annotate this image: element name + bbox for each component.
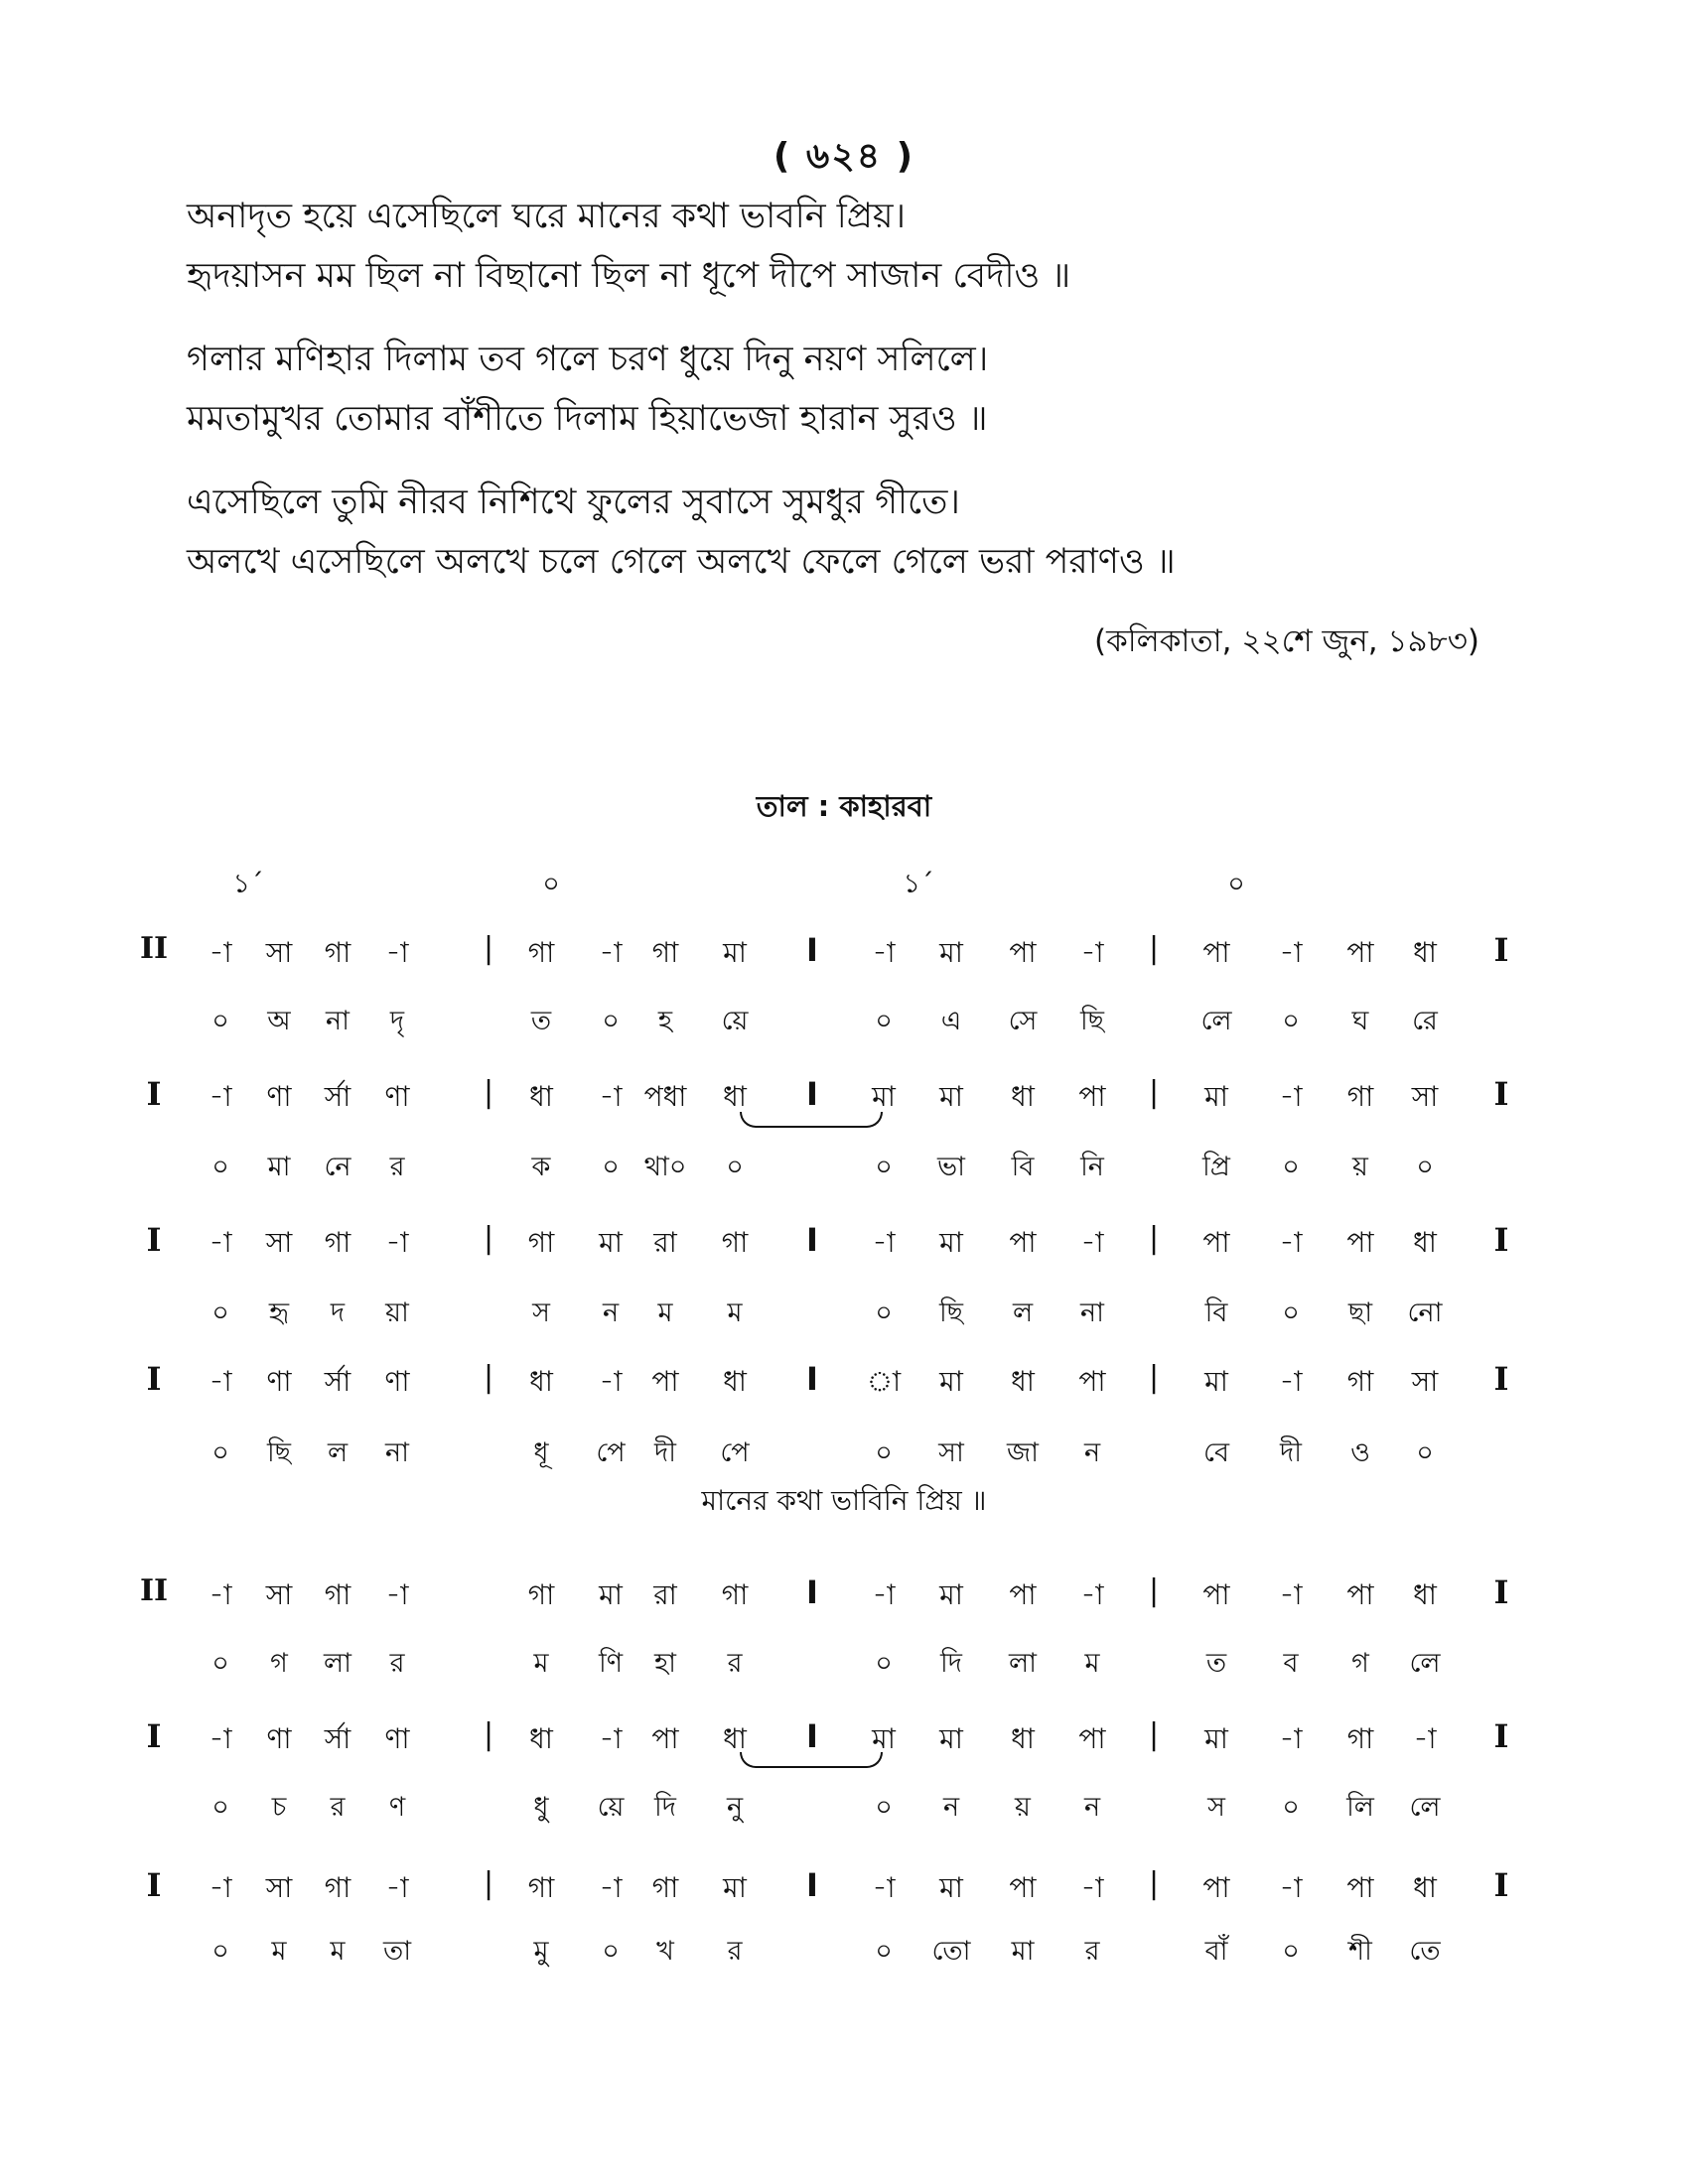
system-end-mark: I — [1493, 931, 1509, 969]
swara-note: মা — [872, 1080, 896, 1113]
swara-note: পা — [1202, 936, 1230, 969]
lyric-syllable: খ — [656, 1936, 674, 1967]
swara-note: -া — [209, 936, 232, 969]
system-start-mark: I — [146, 1360, 162, 1398]
lyric-syllable: ০ — [1282, 1152, 1300, 1182]
slur-mark — [740, 1112, 883, 1128]
swara-note: মা — [599, 1578, 623, 1611]
lyric-syllable: চ — [271, 1792, 287, 1823]
swara-note: সা — [265, 936, 293, 969]
lyric-syllable: ভা — [937, 1152, 965, 1182]
lyric-syllable: মা — [267, 1152, 291, 1182]
system-start-mark: I — [146, 1221, 162, 1259]
lyric-syllable: য়া — [385, 1297, 409, 1328]
bar-line: | — [1148, 1717, 1160, 1752]
swara-note: সা — [265, 1226, 293, 1259]
swara-note: মা — [939, 1722, 963, 1755]
lyric-syllable: পে — [720, 1437, 750, 1468]
swara-note: গা — [651, 1871, 679, 1904]
swara-note: -া — [209, 1578, 232, 1611]
lyric-syllable: য়ে — [721, 1006, 749, 1036]
swara-note: পা — [1078, 1080, 1106, 1113]
bar-line: | — [1148, 1221, 1160, 1256]
swara-note: ণা — [266, 1722, 292, 1755]
swara-note: ণা — [384, 1722, 410, 1755]
lyric-syllable: ০ — [1416, 1152, 1434, 1182]
lyric-syllable: ত — [530, 1006, 552, 1036]
song-number: ( ৬২৪ ) — [773, 136, 915, 177]
swara-note: রা — [653, 1578, 677, 1611]
system-end-mark: I — [1493, 1221, 1509, 1259]
swara-note: মা — [939, 1871, 963, 1904]
bar-line: I — [806, 931, 818, 969]
lyric-syllable: বি — [1011, 1152, 1035, 1182]
lyric-syllable: র — [727, 1648, 743, 1679]
swara-note: ধা — [1413, 1226, 1437, 1259]
lyric-syllable: সে — [1008, 1006, 1038, 1036]
swara-note: পা — [1346, 936, 1374, 969]
lyric-syllable: নো — [1407, 1297, 1443, 1328]
lyric-syllable: নি — [1080, 1152, 1104, 1182]
swara-note: গা — [324, 1871, 352, 1904]
lyric-syllable: লা — [1009, 1648, 1037, 1679]
lyric-syllable: ০ — [1282, 1006, 1300, 1036]
swara-note: গা — [527, 1226, 555, 1259]
system-start-mark: I — [146, 1717, 162, 1755]
swara-note: -া — [872, 1871, 896, 1904]
lyric-syllable: ম — [657, 1297, 673, 1328]
bar-line: | — [483, 1221, 494, 1256]
swara-note: সা — [265, 1871, 293, 1904]
swara-note: -া — [1279, 1365, 1303, 1398]
swara-note: মা — [939, 936, 963, 969]
tal-label: তাল : কাহারবা — [756, 789, 932, 823]
bar-line: I — [806, 1360, 818, 1398]
lyric-syllable: ০ — [875, 1936, 893, 1967]
beat-marker: ০ — [542, 869, 560, 899]
swara-note: মা — [723, 1871, 747, 1904]
swara-note: পা — [651, 1365, 679, 1398]
swara-note: ধা — [1413, 1578, 1437, 1611]
swara-note: গা — [1346, 1722, 1374, 1755]
swara-note: ধা — [723, 1080, 747, 1113]
swara-note: -া — [1279, 1871, 1303, 1904]
swara-note: র্সা — [324, 1722, 352, 1755]
swara-note: -া — [599, 1722, 623, 1755]
swara-note: -া — [872, 1578, 896, 1611]
swara-note: গা — [324, 936, 352, 969]
lyric-syllable: ম — [1084, 1648, 1100, 1679]
system-end-mark: I — [1493, 1360, 1509, 1398]
lyric-syllable: র — [389, 1648, 405, 1679]
bar-line: | — [1148, 1075, 1160, 1110]
swara-note: -া — [209, 1365, 232, 1398]
lyric-syllable: লে — [1409, 1792, 1441, 1823]
lyric-syllable: ম — [271, 1936, 287, 1967]
lyric-syllable: দী — [1280, 1437, 1302, 1468]
swara-note: -া — [599, 936, 623, 969]
swara-note: -া — [385, 1871, 409, 1904]
swara-note: -া — [385, 1578, 409, 1611]
swara-note: -া — [1080, 936, 1104, 969]
bar-line: I — [806, 1221, 818, 1259]
swara-note: মা — [1204, 1365, 1228, 1398]
swara-note: ণা — [384, 1365, 410, 1398]
lyric-syllable: দি — [940, 1648, 962, 1679]
bar-line: | — [483, 1360, 494, 1395]
lyric-syllable: ০ — [1282, 1297, 1300, 1328]
lyric-syllable: স — [532, 1297, 550, 1328]
swara-note: -া — [599, 1871, 623, 1904]
swara-note: গা — [1346, 1080, 1374, 1113]
swara-note: -া — [1080, 1871, 1104, 1904]
bar-line: | — [483, 931, 494, 966]
lyric-line: অলখে এসেছিলে অলখে চলে গেলে অলখে ফেলে গেলে ভরা পরাণও ॥ — [187, 542, 1176, 582]
swara-note: -া — [209, 1080, 232, 1113]
lyric-syllable: ০ — [726, 1152, 744, 1182]
lyric-syllable: হৃ — [268, 1297, 290, 1328]
lyric-syllable: ন — [1083, 1792, 1101, 1823]
lyric-syllable: লা — [324, 1648, 352, 1679]
swara-note: -া — [1279, 1722, 1303, 1755]
place-date-signature: (কলিকাতা, ২২শে জুন, ১৯৮৩) — [1093, 623, 1479, 659]
swara-note: গা — [324, 1578, 352, 1611]
swara-note: -া — [1080, 1578, 1104, 1611]
swara-note: পা — [1078, 1722, 1106, 1755]
lyric-syllable: অ — [267, 1006, 291, 1036]
lyric-syllable: ০ — [875, 1437, 893, 1468]
swara-note: ধা — [529, 1722, 553, 1755]
lyric-syllable: র — [330, 1792, 346, 1823]
swara-note: মা — [1204, 1722, 1228, 1755]
lyric-line: গলার মণিহার দিলাম তব গলে চরণ ধুয়ে দিনু নয়ণ সলিলে। — [187, 340, 989, 379]
swara-note: পা — [1202, 1871, 1230, 1904]
lyric-syllable: ০ — [1416, 1437, 1434, 1468]
swara-note: পা — [1009, 1578, 1037, 1611]
system-end-mark: I — [1493, 1866, 1509, 1904]
swara-note: সা — [265, 1578, 293, 1611]
lyric-syllable: ০ — [875, 1648, 893, 1679]
swara-note: মা — [599, 1226, 623, 1259]
swara-note: পা — [1009, 936, 1037, 969]
lyric-syllable: ০ — [875, 1297, 893, 1328]
swara-note: গা — [527, 1871, 555, 1904]
lyric-syllable: প্রি — [1202, 1152, 1230, 1182]
bar-line: | — [1148, 1360, 1160, 1395]
lyric-syllable: ত — [1205, 1648, 1227, 1679]
lyric-syllable: জা — [1007, 1437, 1039, 1468]
swara-note: পা — [1078, 1365, 1106, 1398]
swara-note: পা — [1346, 1871, 1374, 1904]
lyric-syllable: থা০ — [643, 1152, 687, 1182]
lyric-syllable: হ — [657, 1006, 673, 1036]
lyric-syllable: রে — [1412, 1006, 1438, 1036]
bar-line: | — [1148, 1866, 1160, 1901]
lyric-line: অনাদৃত হয়ে এসেছিলে ঘরে মানের কথা ভাবনি প্রিয়। — [187, 197, 907, 236]
system-start-mark: II — [139, 1573, 169, 1608]
lyric-syllable: স — [1207, 1792, 1225, 1823]
beat-marker: ১´ — [903, 869, 934, 899]
lyric-syllable: ন — [942, 1792, 960, 1823]
swara-note: -া — [1279, 1578, 1303, 1611]
swara-note: ধা — [1413, 936, 1437, 969]
lyric-syllable: হা — [653, 1648, 676, 1679]
lyric-syllable: না — [385, 1437, 409, 1468]
lyric-syllable: ০ — [211, 1006, 229, 1036]
swara-note: ধা — [1413, 1871, 1437, 1904]
lyric-syllable: ল — [1012, 1297, 1034, 1328]
lyric-syllable: ধু — [533, 1792, 549, 1823]
lyric-syllable: লি — [1346, 1792, 1374, 1823]
lyric-syllable: ছি — [938, 1297, 964, 1328]
bar-line: | — [1148, 931, 1160, 966]
lyric-syllable: র — [1084, 1936, 1100, 1967]
swara-note: -া — [599, 1365, 623, 1398]
lyric-syllable: ম — [533, 1648, 549, 1679]
system-end-mark: I — [1493, 1717, 1509, 1755]
swara-note: ধা — [1011, 1080, 1035, 1113]
lyric-syllable: গ — [1351, 1648, 1369, 1679]
beat-marker: ১´ — [232, 869, 264, 899]
lyric-syllable: নু — [726, 1792, 744, 1823]
lyric-syllable: দী — [654, 1437, 676, 1468]
lyric-syllable: য়ে — [597, 1792, 625, 1823]
lyric-syllable: পে — [596, 1437, 626, 1468]
lyric-syllable: ০ — [211, 1297, 229, 1328]
lyric-syllable: সা — [938, 1437, 964, 1468]
swara-note: গা — [527, 1578, 555, 1611]
lyric-syllable: র — [727, 1936, 743, 1967]
lyric-syllable: ক — [531, 1152, 551, 1182]
swara-note: সা — [1411, 1365, 1439, 1398]
swara-note: ধা — [529, 1080, 553, 1113]
swara-note: পা — [1346, 1578, 1374, 1611]
lyric-syllable: ণি — [598, 1648, 624, 1679]
lyric-syllable: ০ — [1282, 1792, 1300, 1823]
swara-note: পা — [1009, 1871, 1037, 1904]
system-start-mark: I — [146, 1075, 162, 1113]
lyric-line: মমতামুখর তোমার বাঁশীতে দিলাম হিয়াভেজা হারান সুরও ॥ — [187, 399, 988, 439]
swara-note: পা — [651, 1722, 679, 1755]
bar-line: | — [483, 1075, 494, 1110]
bar-line: I — [806, 1717, 818, 1755]
swara-note: র্সা — [324, 1080, 352, 1113]
lyric-syllable: দি — [654, 1792, 676, 1823]
swara-note: মা — [939, 1578, 963, 1611]
lyric-syllable: লে — [1200, 1006, 1232, 1036]
swara-note: -া — [872, 1226, 896, 1259]
lyric-syllable: ন — [1083, 1437, 1101, 1468]
lyric-syllable: না — [326, 1006, 350, 1036]
lyric-syllable: ছা — [1347, 1297, 1373, 1328]
swara-note: -া — [385, 1226, 409, 1259]
swara-note: ধা — [1011, 1365, 1035, 1398]
swara-note: মা — [872, 1722, 896, 1755]
bar-line: | — [483, 1866, 494, 1901]
swara-note: -া — [385, 936, 409, 969]
lyric-syllable: ধূ — [533, 1437, 549, 1468]
lyric-syllable: তা — [382, 1936, 412, 1967]
lyric-syllable: ম — [330, 1936, 346, 1967]
slur-mark — [740, 1752, 883, 1768]
swara-note: -া — [599, 1080, 623, 1113]
swara-note: মা — [939, 1080, 963, 1113]
system-end-mark: I — [1493, 1075, 1509, 1113]
lyric-syllable: ০ — [602, 1152, 620, 1182]
lyric-syllable: বে — [1203, 1437, 1229, 1468]
swara-note: ধা — [1011, 1722, 1035, 1755]
swara-note: ধা — [723, 1365, 747, 1398]
lyric-syllable: লে — [1409, 1648, 1441, 1679]
swara-note: -া — [1279, 936, 1303, 969]
swara-note: গা — [1346, 1365, 1374, 1398]
lyric-syllable: এ — [940, 1006, 962, 1036]
lyric-syllable: ০ — [211, 1152, 229, 1182]
lyric-syllable: গ — [270, 1648, 288, 1679]
swara-note: পা — [1202, 1226, 1230, 1259]
swara-note: পধা — [643, 1080, 687, 1113]
swara-note: পা — [1009, 1226, 1037, 1259]
lyric-syllable: দৃ — [389, 1006, 405, 1036]
lyric-syllable: দ — [330, 1297, 346, 1328]
lyric-syllable: মু — [533, 1936, 549, 1967]
lyric-line: হৃদয়াসন মম ছিল না বিছানো ছিল না ধূপে দীপে সাজান বেদীও ॥ — [187, 256, 1071, 296]
swara-note: গা — [324, 1226, 352, 1259]
swara-note: া — [866, 1365, 902, 1398]
swara-note: মা — [939, 1365, 963, 1398]
swara-note: রা — [653, 1226, 677, 1259]
swara-note: সা — [1411, 1080, 1439, 1113]
interlude-text: মানের কথা ভাবিনি প্রিয় ॥ — [701, 1484, 987, 1517]
swara-note: পা — [1346, 1226, 1374, 1259]
lyric-syllable: নে — [324, 1152, 352, 1182]
lyric-syllable: ০ — [211, 1648, 229, 1679]
lyric-syllable: ও — [1350, 1437, 1370, 1468]
lyric-syllable: ণ — [388, 1792, 406, 1823]
lyric-syllable: ০ — [875, 1152, 893, 1182]
swara-note: ণা — [266, 1365, 292, 1398]
lyric-syllable: ব — [1283, 1648, 1299, 1679]
lyric-syllable: ০ — [875, 1006, 893, 1036]
bar-line: I — [806, 1866, 818, 1904]
lyric-syllable: ল — [327, 1437, 349, 1468]
lyric-syllable: ০ — [602, 1006, 620, 1036]
lyric-syllable: তে — [1409, 1936, 1441, 1967]
lyric-line: এসেছিলে তুমি নীরব নিশিথে ফুলের সুবাসে সুমধুর গীতে। — [187, 482, 960, 522]
system-end-mark: I — [1493, 1573, 1509, 1611]
system-start-mark: II — [139, 931, 169, 966]
lyric-syllable: ০ — [875, 1792, 893, 1823]
swara-note: র্সা — [324, 1365, 352, 1398]
system-start-mark: I — [146, 1866, 162, 1904]
swara-note: গা — [721, 1226, 749, 1259]
lyric-syllable: ০ — [1282, 1936, 1300, 1967]
lyric-syllable: ০ — [211, 1792, 229, 1823]
lyric-syllable: য় — [1352, 1152, 1368, 1182]
lyric-syllable: তো — [931, 1936, 971, 1967]
lyric-syllable: ঘ — [1351, 1006, 1369, 1036]
swara-note: -া — [872, 936, 896, 969]
lyric-syllable: ন — [602, 1297, 620, 1328]
swara-note: ণা — [266, 1080, 292, 1113]
lyric-syllable: র — [389, 1152, 405, 1182]
bar-line: I — [806, 1075, 818, 1113]
bar-line: I — [806, 1573, 818, 1611]
swara-note: মা — [723, 936, 747, 969]
swara-note: -া — [1279, 1226, 1303, 1259]
swara-note: -া — [209, 1871, 232, 1904]
swara-note: -া — [209, 1722, 232, 1755]
swara-note: মা — [939, 1226, 963, 1259]
swara-note: গা — [527, 936, 555, 969]
swara-note: মা — [1204, 1080, 1228, 1113]
swara-note: গা — [721, 1578, 749, 1611]
bar-line: | — [483, 1717, 494, 1752]
lyric-syllable: ০ — [602, 1936, 620, 1967]
bar-line: | — [1148, 1573, 1160, 1608]
lyric-syllable: মা — [1011, 1936, 1035, 1967]
swara-note: -া — [1080, 1226, 1104, 1259]
swara-note: -া — [1413, 1722, 1437, 1755]
lyric-syllable: শী — [1348, 1936, 1372, 1967]
lyric-syllable: ০ — [211, 1437, 229, 1468]
swara-note: পা — [1202, 1578, 1230, 1611]
swara-note: ধা — [723, 1722, 747, 1755]
lyric-syllable: ০ — [211, 1936, 229, 1967]
lyric-syllable: বাঁ — [1204, 1936, 1228, 1967]
swara-note: ণা — [384, 1080, 410, 1113]
beat-marker: ০ — [1227, 869, 1245, 899]
swara-note: গা — [651, 936, 679, 969]
lyric-syllable: ম — [727, 1297, 743, 1328]
lyric-syllable: ছি — [266, 1437, 292, 1468]
swara-note: -া — [1279, 1080, 1303, 1113]
lyric-syllable: বি — [1204, 1297, 1228, 1328]
lyric-syllable: না — [1080, 1297, 1104, 1328]
lyric-syllable: য় — [1015, 1792, 1031, 1823]
lyric-syllable: ছি — [1079, 1006, 1105, 1036]
swara-note: ধা — [529, 1365, 553, 1398]
swara-note: -া — [209, 1226, 232, 1259]
